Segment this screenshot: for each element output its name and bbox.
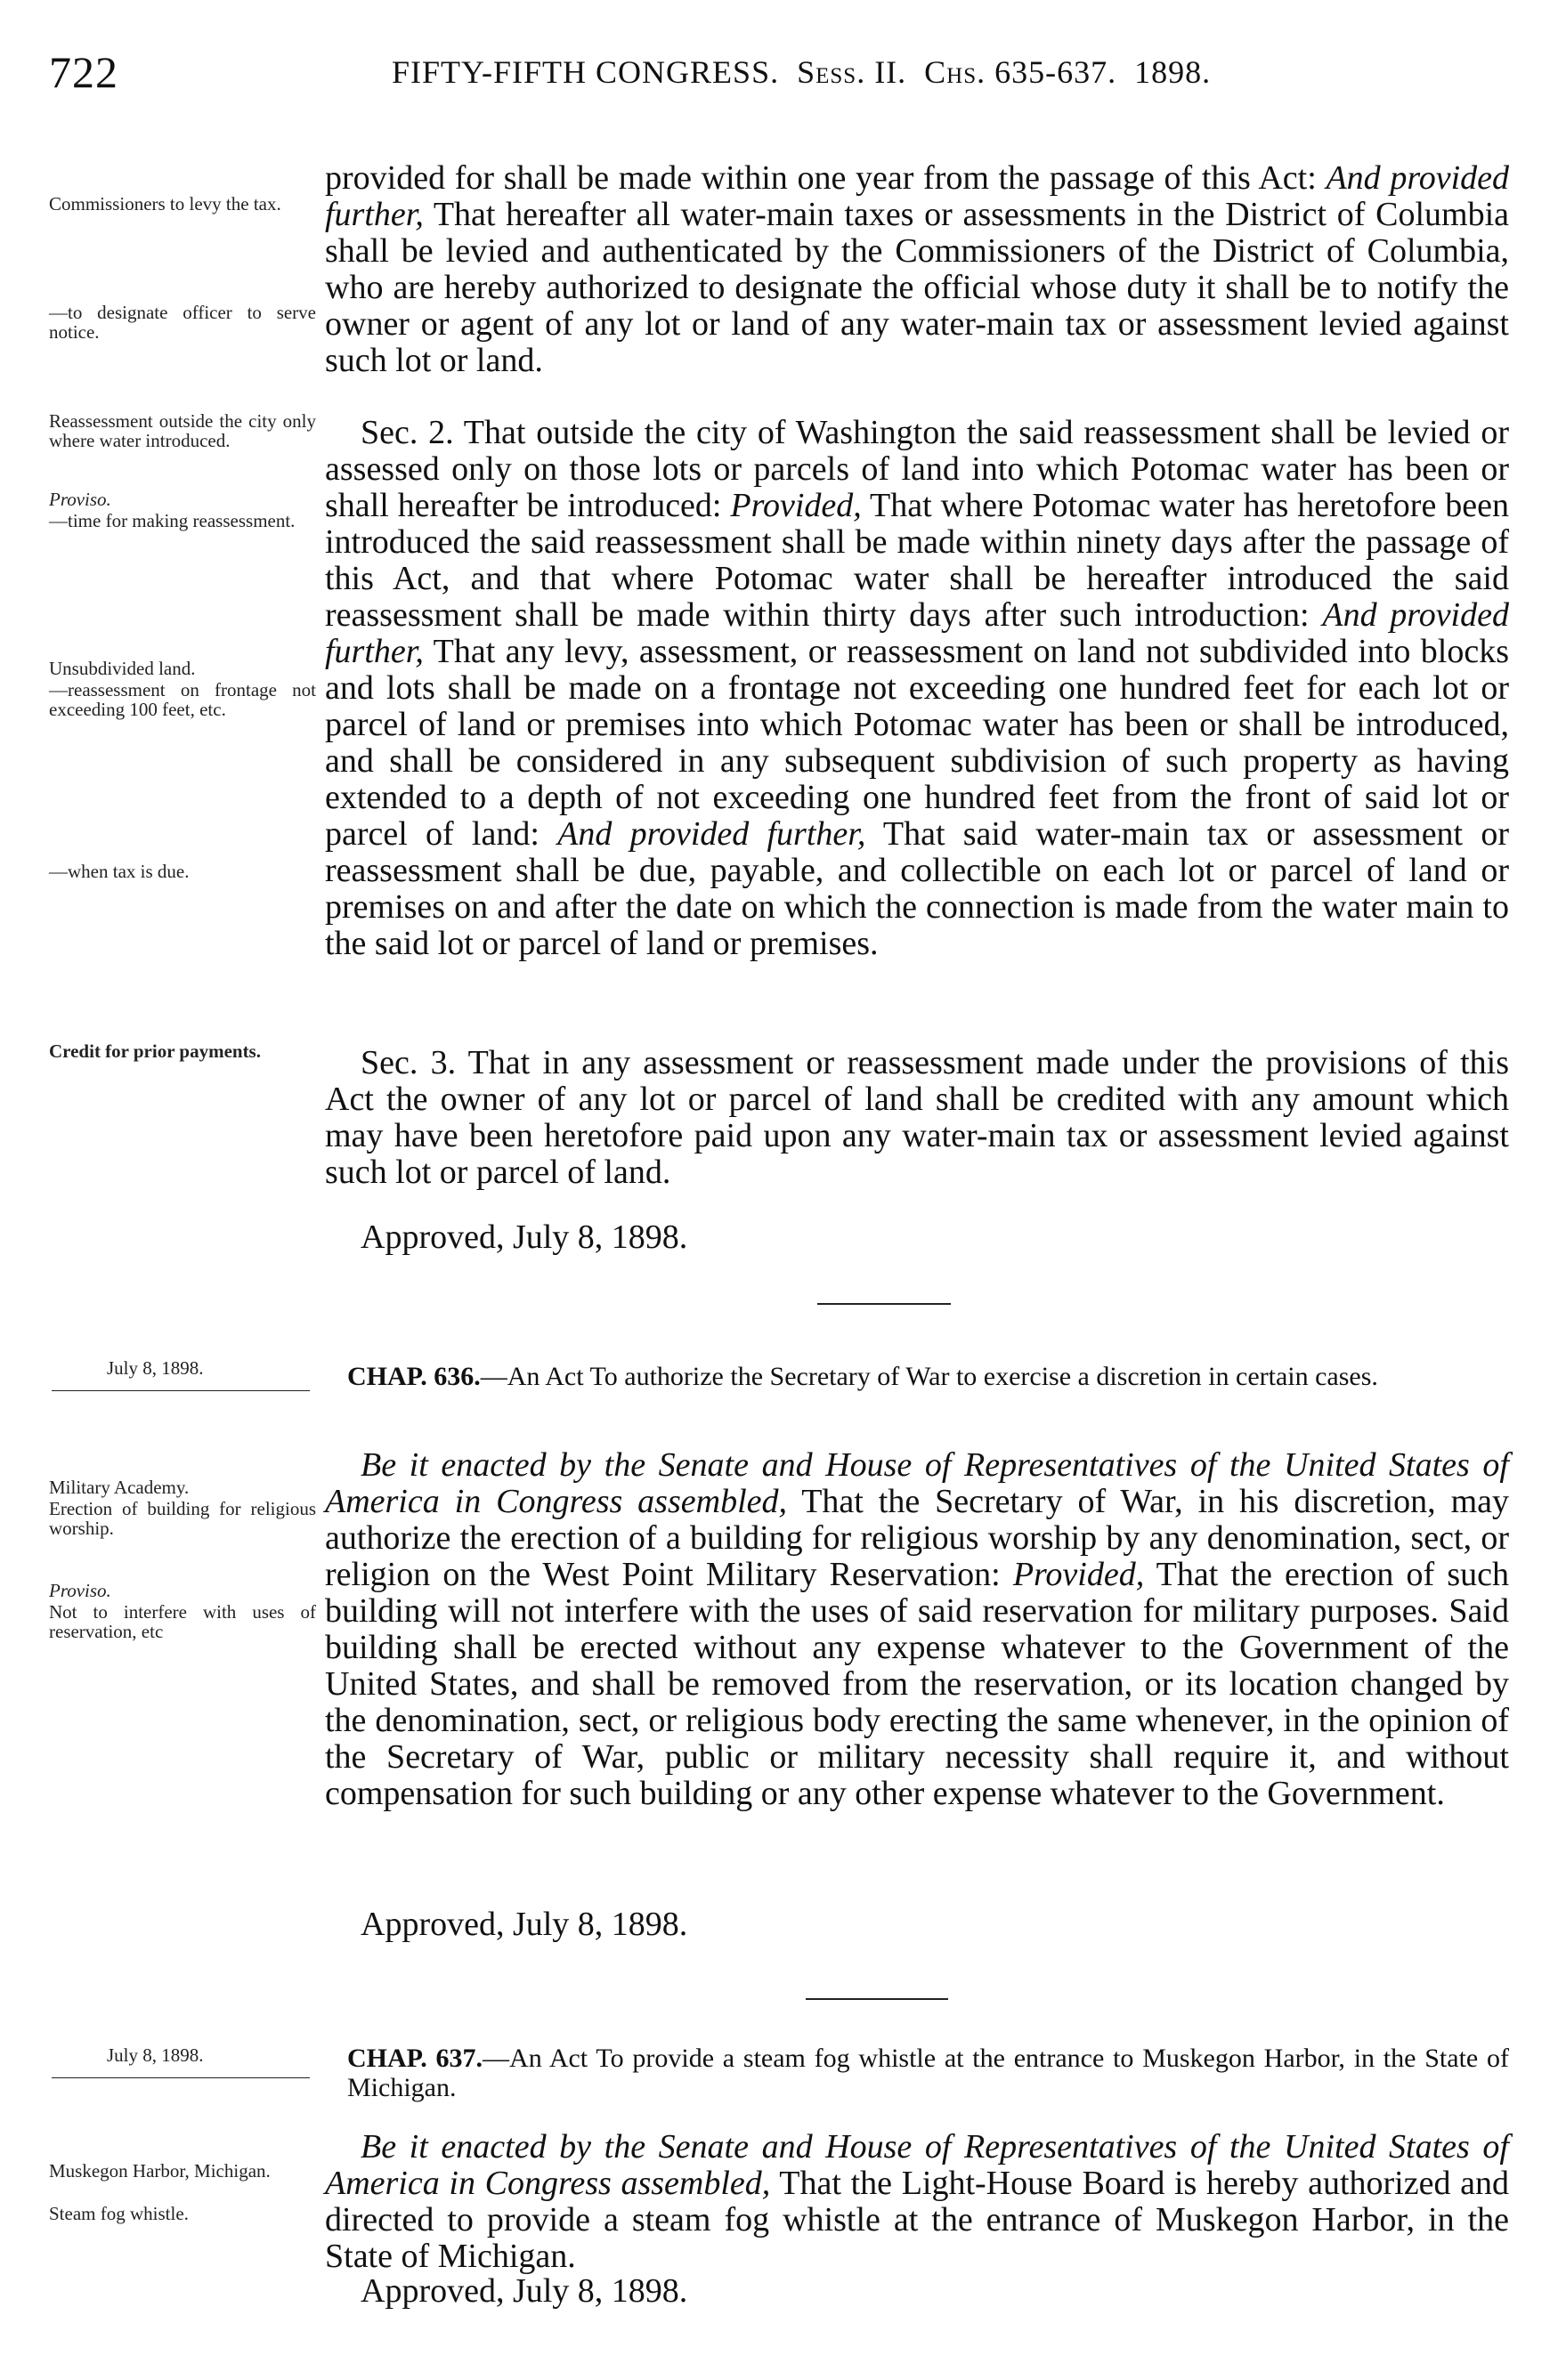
ch636-body-a: That the Secretary of War, in his discretion, may authorize the erection of a building for religious worship by any denomination, sect, or religion on the West Point Military Reservation: xyxy=(325,1483,1509,1593)
ch637-title: —An Act To provide a steam fog whistle at the entrance to Muskegon Harbor, in the State of Michigan. xyxy=(347,2044,1509,2102)
ch635-sec2-f: And provided further, xyxy=(557,815,866,853)
ch635-approved: Approved, July 8, 1898. xyxy=(361,1218,688,1256)
margin-date-ch637: July 8, 1898. xyxy=(107,2044,204,2066)
divider-after-ch636 xyxy=(806,1998,948,2000)
margin-rule-ch636 xyxy=(52,1390,310,1391)
margin-note-muskegon: Muskegon Harbor, Michigan. xyxy=(49,2160,271,2182)
margin-note-erection-building: Erection of building for religious worship. xyxy=(49,1498,316,1539)
ch635-sec2-c: That where Potomac water has heretofore been introduced the said reassessment shall be made within ninety days after the passage of this Act, and that where Potomac water shall be hereafter introduced the said reassessment shall be made within thirty days after such introduction: xyxy=(325,487,1509,634)
ch636-body-b: Provided, xyxy=(1012,1556,1145,1593)
margin-note-military-academy: Military Academy. xyxy=(49,1477,190,1498)
running-title-chapters: Chs. 635-637. xyxy=(924,54,1117,90)
margin-note-time-reassessment: —time for making reassessment. xyxy=(49,510,296,531)
ch635-p1-c: That hereafter all water-main taxes or assessments in the District of Columbia shall be levied and authenticated by the Commissioners of the District of Columbia, who are hereby authorized to designate the official whose duty it shall be to notify the owner or agent of any lot or land of any water-main tax or assessment levied against such lot or land. xyxy=(325,196,1509,379)
ch636-title: —An Act To authorize the Secretary of War to exercise a discretion in certain cases. xyxy=(480,1362,1378,1391)
margin-note-reassessment-outside: Reassessment outside the city only where water introduced. xyxy=(49,410,316,451)
margin-note-credit-prior: Credit for prior payments. xyxy=(49,1040,261,1062)
running-title-session: Sess. II. xyxy=(797,54,907,90)
ch636-chap-label: CHAP. 636. xyxy=(347,1362,481,1391)
ch637-body xyxy=(325,2129,1509,2275)
ch635-continuation xyxy=(325,160,1509,379)
margin-note-fog-whistle: Steam fog whistle. xyxy=(49,2203,189,2224)
ch635-sec2-d: And provided further, xyxy=(325,596,1509,670)
ch636-body-c: That the erection of such building will not interfere with the uses of said reservation for military purposes. Said building shall be erected without any expense whatever to the Government of the United States, and shall be removed from the reservation, or its location changed by the denomination, sect, or religious body erecting the same whenever, in the opinion of the Secretary of War, public or military necessity shall require it, and without compensation for such building or any other expense whatever to the Government. xyxy=(325,1556,1509,1812)
margin-note-frontage: —reassessment on frontage not exceeding 100 feet, etc. xyxy=(49,679,316,720)
margin-note-when-tax-due: —when tax is due. xyxy=(49,861,190,882)
margin-note-commissioners: Commissioners to levy the tax. xyxy=(49,193,281,215)
ch635-section-3: Sec. 3. That in any assessment or reassessment made under the provisions of this Act the owner of any lot or parcel of land shall be credited with any amount which may have been heretofore paid upon any water-main tax or assessment levied against such lot or parcel of land. xyxy=(325,1044,1509,1191)
page-header xyxy=(49,46,1500,109)
ch635-sec2-b: Provided, xyxy=(730,487,862,524)
running-title-congress: FIFTY-FIFTH CONGRESS. xyxy=(392,54,780,90)
margin-note-proviso: Proviso. xyxy=(49,489,111,510)
ch637-heading xyxy=(347,2044,1509,2102)
ch636-heading xyxy=(347,1362,1509,1391)
ch636-enacting-clause: Be it enacted by the Senate and House of Representatives of the United States of America in Congress assembled, xyxy=(325,1446,1509,1520)
ch637-body-text: That the Light-House Board is hereby authorized and directed to provide a steam fog whistle at the entrance of Muskegon Harbor, in the State of Michigan. xyxy=(325,2165,1509,2275)
margin-note-designate-officer: —to designate officer to serve notice. xyxy=(49,302,316,343)
ch635-section-2 xyxy=(325,415,1509,962)
margin-date-ch636: July 8, 1898. xyxy=(107,1357,204,1379)
page-number: 722 xyxy=(49,47,118,97)
ch635-p1-b: And provided further, xyxy=(325,159,1509,233)
running-title-year: 1898. xyxy=(1134,54,1212,90)
ch635-p1-a: provided for shall be made within one year from the passage of this Act: xyxy=(325,159,1327,197)
ch637-enacting-clause: Be it enacted by the Senate and House of Representatives of the United States of America in Congress assembled, xyxy=(325,2128,1509,2202)
margin-note-unsubdivided-land: Unsubdivided land. xyxy=(49,658,196,679)
ch635-sec2-a: Sec. 2. That outside the city of Washington the said reassessment shall be levied or assessed only on those lots or parcels of land into which Potomac water has been or shall hereafter be introduced: xyxy=(325,414,1509,524)
ch636-approved: Approved, July 8, 1898. xyxy=(361,1906,688,1943)
ch635-sec2-g: That said water-main tax or assessment or reassessment shall be due, payable, and collectible on each lot or parcel of land or premises on and after the date on which the connection is made from the water main to the said lot or parcel of land or premises. xyxy=(325,815,1510,962)
ch635-sec2-e: That any levy, assessment, or reassessment on land not subdivided into blocks and lots shall be made on a frontage not exceeding one hundred feet for each lot or parcel of land or premises into which Potomac water has been or shall be introduced, and shall be considered in any subsequent subdivision of such property as having extended to a depth of not exceeding one hundred feet from the front of said lot or parcel of land: xyxy=(325,633,1509,853)
divider-after-ch635 xyxy=(817,1303,951,1305)
ch636-body xyxy=(325,1447,1509,1812)
margin-note-proviso-636: Proviso. xyxy=(49,1580,111,1601)
ch637-approved: Approved, July 8, 1898. xyxy=(361,2272,688,2310)
ch637-chap-label: CHAP. 637. xyxy=(347,2044,483,2073)
margin-note-not-interfere: Not to interfere with uses of reservation, etc xyxy=(49,1601,316,1642)
margin-rule-ch637 xyxy=(52,2077,310,2078)
running-title xyxy=(392,53,1211,91)
